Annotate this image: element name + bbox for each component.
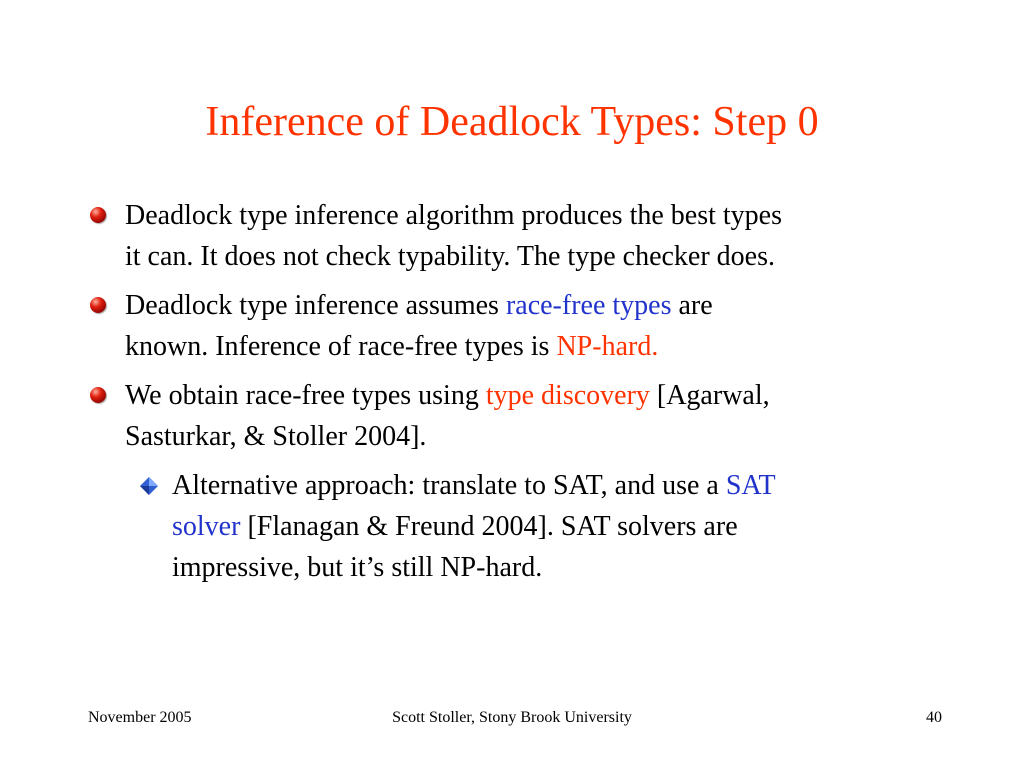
bullet-2-text: Deadlock type inference assumes: [125, 290, 506, 321]
bullet-3-text: We obtain race-free types using: [125, 380, 486, 411]
blue-diamond-bullet-icon: [139, 476, 159, 496]
slide-title: Inference of Deadlock Types: Step 0: [205, 99, 819, 145]
np-hard-highlight: NP-hard.: [556, 331, 659, 362]
bullet-3-line-1: [125, 375, 955, 416]
sub-bullet-text: Alternative approach: translate to SAT, and use a: [172, 470, 726, 501]
sub-bullet-item: [172, 465, 932, 588]
sub-bullet-line-3: impressive, but it’s still NP-hard.: [172, 552, 543, 583]
bullet-item-3: [125, 375, 955, 457]
bullet-2-line-1: [125, 285, 955, 326]
sub-bullet-line-1: [172, 465, 932, 506]
red-ball-bullet-icon: [90, 207, 106, 223]
bullet-1-line-1: Deadlock type inference algorithm produces the best types: [125, 200, 782, 231]
bullet-2-text-tail: are: [671, 290, 713, 321]
footer-date: November 2005: [88, 709, 192, 726]
bullet-3-line-2: Sasturkar, & Stoller 2004].: [125, 421, 427, 452]
sub-bullet-line-2: [172, 506, 932, 547]
red-ball-bullet-icon: [90, 387, 106, 403]
footer-author: Scott Stoller, Stony Brook University: [392, 709, 632, 726]
sat-solver-highlight-1: SAT: [725, 470, 776, 501]
sat-solver-highlight-2: solver: [172, 511, 241, 542]
sub-bullet-text-tail: [Flanagan & Freund 2004]. SAT solvers are: [240, 511, 738, 542]
bullet-item-1: [125, 195, 955, 277]
footer-page-number: 40: [926, 709, 942, 726]
bullet-2-line-2: [125, 326, 955, 367]
race-free-types-highlight: race-free types: [505, 290, 672, 321]
bullet-3-text-tail: [Agarwal,: [649, 380, 770, 411]
bullet-item-2: [125, 285, 955, 367]
red-ball-bullet-icon: [90, 297, 106, 313]
bullet-2-line-2-text: known. Inference of race-free types is: [125, 331, 557, 362]
bullet-1-line-2: it can. It does not check typability. The type checker does.: [125, 241, 776, 272]
type-discovery-highlight: type discovery: [485, 380, 650, 411]
